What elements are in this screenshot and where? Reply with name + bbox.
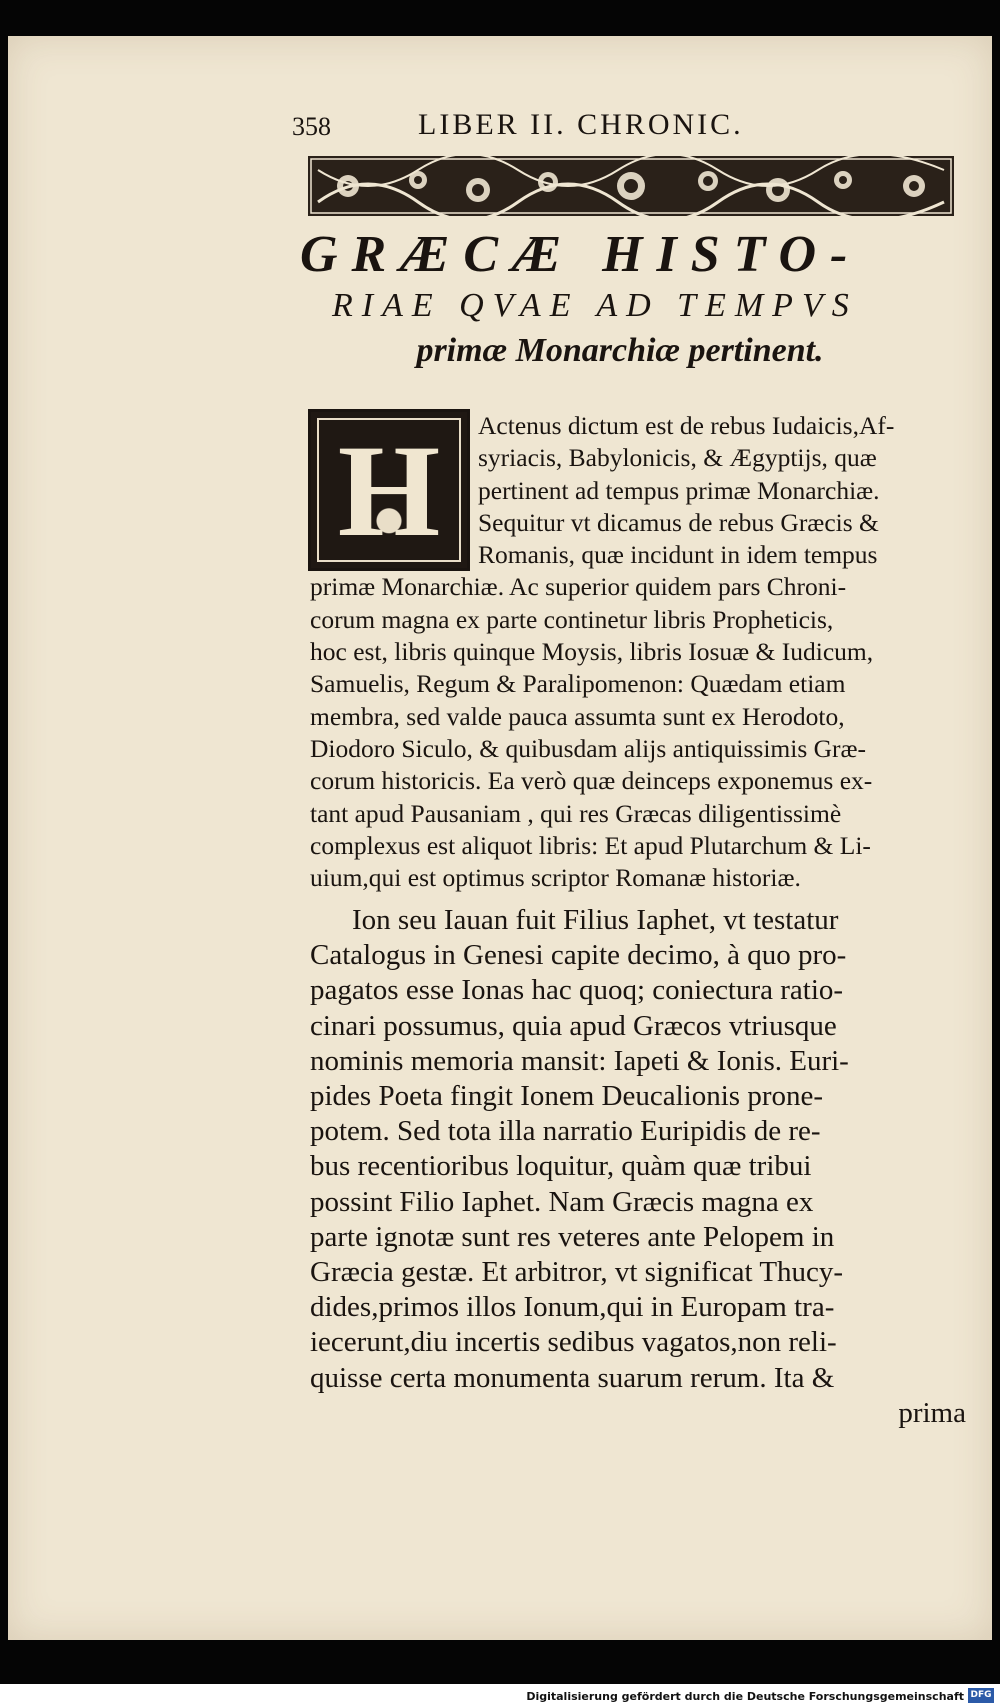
- paragraph-2: [310, 903, 966, 1431]
- footer-credit: Digitalisierung gefördert durch die Deutsche Forschungsgemeinschaft: [526, 1690, 964, 1703]
- text-line: uium,qui est optimus scriptor Romanæ historiæ.: [310, 863, 801, 893]
- text-line: cinari possumus, quia apud Græcos vtriusque: [310, 1009, 837, 1042]
- title-line: RIAE QVAE AD TEMPVS: [332, 287, 858, 324]
- text-line: bus recentioribus loquitur, quàm quæ tribui: [310, 1150, 812, 1183]
- text-line: corum magna ex parte continetur libris Propheticis,: [310, 604, 834, 634]
- text-line: pides Poeta fingit Ionem Deucalionis prone-: [310, 1080, 824, 1113]
- dfg-logo-icon: DFG: [968, 1688, 994, 1703]
- text-line: quisse certa monumenta suarum rerum. Ita &: [310, 1361, 835, 1394]
- title-line: primæ Monarchiæ pertinent.: [416, 332, 824, 369]
- text-line: possint Filio Iaphet. Nam Græcis magna ex: [310, 1185, 814, 1218]
- text-line: Romanis, quæ incidunt in idem tempus: [478, 540, 878, 570]
- text-line: tant apud Pausaniam , qui res Græcas diligentissimè: [310, 798, 842, 828]
- text-line: parte ignotæ sunt res veteres ante Pelopem in: [310, 1220, 835, 1253]
- text-line: potem. Sed tota illa narratio Euripidis de re-: [310, 1115, 821, 1148]
- text-line: nominis memoria mansit: Iapeti & Ionis. Euri-: [310, 1044, 849, 1077]
- catchword: prima: [898, 1396, 966, 1429]
- footer-bar: [0, 1684, 1000, 1706]
- text-line: corum historicis. Ea verò quæ deinceps exponemus ex-: [310, 766, 873, 796]
- text-line: iecerunt,diu incertis sedibus vagatos,non reli-: [310, 1326, 837, 1359]
- text-line: syriacis, Babylonicis, & Ægyptijs, quæ: [478, 443, 877, 473]
- text-line: Sequitur vt dicamus de rebus Græcis &: [478, 507, 879, 537]
- text-line: hoc est, libris quinque Moysis, libris Iosuæ & Iudicum,: [310, 637, 874, 667]
- title-line: GRÆCÆ HISTO-: [300, 226, 862, 283]
- ornament-band: [308, 156, 954, 216]
- running-head: [292, 108, 932, 144]
- text-line: pertinent ad tempus primæ Monarchiæ.: [478, 475, 880, 505]
- text-line: primæ Monarchiæ. Ac superior quidem pars Chroni-: [310, 572, 847, 602]
- text-line: pagatos esse Ionas hac quoq; coniectura ratio-: [310, 974, 844, 1007]
- text-line: dides,primos illos Ionum,qui in Europam tra-: [310, 1291, 835, 1324]
- paragraph-1: [310, 410, 966, 894]
- text-line: complexus est aliquot libris: Et apud Plutarchum & Li-: [310, 830, 871, 860]
- text-line: Actenus dictum est de rebus Iudaicis,Af-: [478, 411, 895, 440]
- text-line: Catalogus in Genesi capite decimo, à quo pro-: [310, 939, 847, 972]
- text-line: Græcia gestæ. Et arbitror, vt significat Thucy-: [310, 1256, 844, 1289]
- initial-letter: H: [337, 417, 441, 564]
- chapter-title: [300, 226, 960, 374]
- text-line: membra, sed valde pauca assumta sunt ex Herodoto,: [310, 701, 845, 731]
- text-line: Samuelis, Regum & Paralipomenon: Quædam etiam: [310, 669, 846, 699]
- text-line: Diodoro Siculo, & quibusdam alijs antiquissimis Græ-: [310, 733, 867, 763]
- page-number: 358: [292, 112, 331, 141]
- running-title: LIBER II. CHRONIC.: [418, 108, 744, 141]
- text-line: Ion seu Iauan fuit Filius Iaphet, vt testatur: [352, 904, 839, 936]
